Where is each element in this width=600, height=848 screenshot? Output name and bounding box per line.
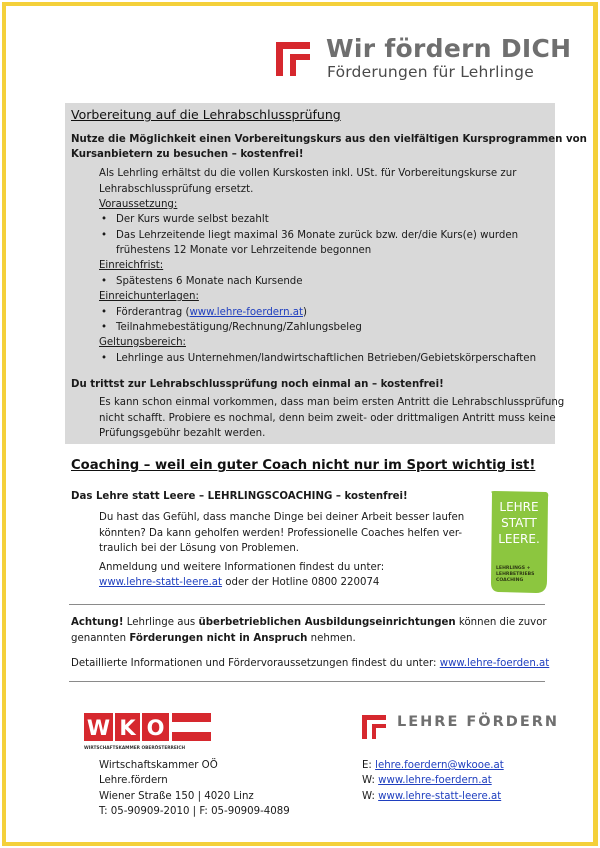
coaching-body-line3: traulich bei der Lösung von Problemen. bbox=[99, 543, 300, 554]
address-line: Wirtschaftskammer OÖ bbox=[99, 760, 218, 771]
notice-text: können die zuvor bbox=[455, 617, 547, 628]
lehre-foerdern-link[interactable]: www.lehre-foerdern.at bbox=[189, 307, 304, 318]
notice-emphasis: überbetrieblichen Ausbildungseinrichtungen bbox=[198, 617, 456, 628]
bullet-icon: • bbox=[101, 214, 108, 225]
web-link-statt-leere[interactable]: www.lehre-statt-leere.at bbox=[378, 791, 502, 802]
contact-label: W: bbox=[362, 791, 379, 802]
header-subtitle: Förderungen für Lehrlinge bbox=[327, 63, 534, 81]
second-attempt-line2: nicht schafft. Probiere es nochmal, denn beim zweit- oder drittmaligen Antritt muss keine bbox=[99, 413, 556, 424]
notice-line1 bbox=[71, 615, 547, 631]
section1-intro-line2: Kursanbietern zu besuchen – kostenfrei! bbox=[71, 149, 304, 160]
bullet-icon: • bbox=[101, 307, 108, 318]
notice-text: nehmen. bbox=[307, 633, 356, 644]
contact-email bbox=[362, 758, 504, 774]
voraussetzung-item: Der Kurs wurde selbst bezahlt bbox=[116, 214, 269, 225]
unterlagen-item1-text: Förderantrag ( bbox=[116, 307, 190, 318]
logo-line: LEHRE bbox=[499, 500, 539, 514]
geltung-label: Geltungsbereich: bbox=[99, 337, 186, 348]
hotline-text: oder der Hotline 0800 220074 bbox=[222, 577, 380, 588]
contact-label: W: bbox=[362, 775, 379, 786]
voraussetzung-item: Das Lehrzeitende liegt maximal 36 Monate zurück bzw. der/die Kurs(e) wurden bbox=[116, 230, 519, 241]
details-text: Detaillierte Informationen und Fördervoraussetzungen findest du unter: bbox=[71, 658, 440, 669]
lehre-statt-leere-logo bbox=[488, 489, 550, 595]
second-attempt-title: Du trittst zur Lehrabschlussprüfung noch einmal an – kostenfrei! bbox=[71, 379, 444, 390]
lehre-statt-leere-link[interactable]: www.lehre-statt-leere.at bbox=[99, 577, 223, 588]
divider bbox=[69, 604, 545, 605]
contact-web1 bbox=[362, 773, 492, 789]
wir-foerdern-mark-icon bbox=[276, 42, 310, 76]
notice-achtung: Achtung! bbox=[71, 617, 124, 628]
lehre-foerden-link[interactable]: www.lehre-foerden.at bbox=[439, 658, 550, 669]
coaching-title: Coaching – weil ein guter Coach nicht nur im Sport wichtig ist! bbox=[71, 458, 536, 473]
divider bbox=[69, 681, 545, 682]
coaching-info-line: Anmeldung und weitere Informationen findest du unter: bbox=[99, 562, 385, 573]
unterlagen-item-beleg: Teilnahmebestätigung/Rechnung/Zahlungsbeleg bbox=[116, 322, 362, 333]
logo-small-line: LEHRLINGS + bbox=[496, 566, 531, 571]
geltung-item: Lehrlinge aus Unternehmen/landwirtschaftlichen Betrieben/Gebietskörperschaften bbox=[116, 353, 537, 364]
unterlagen-item-antrag bbox=[116, 305, 307, 321]
voraussetzung-label: Voraussetzung: bbox=[99, 199, 178, 210]
contact-web2 bbox=[362, 789, 501, 805]
bullet-icon: • bbox=[101, 230, 108, 241]
address-line: T: 05-90909-2010 | F: 05-90909-4089 bbox=[99, 806, 290, 817]
header-title: Wir fördern DICH bbox=[326, 34, 572, 63]
logo-small-line: LEHRBETRIEBS bbox=[496, 572, 535, 577]
coaching-link-line bbox=[99, 575, 379, 591]
wko-logo bbox=[84, 713, 214, 753]
wko-letter: K bbox=[119, 716, 136, 740]
einreichfrist-item: Spätestens 6 Monate nach Kursende bbox=[116, 276, 303, 287]
address-line: Lehre.fördern bbox=[99, 775, 168, 786]
address-line: Wiener Straße 150 | 4020 Linz bbox=[99, 791, 254, 802]
bullet-icon: • bbox=[101, 322, 108, 333]
details-line bbox=[71, 656, 549, 672]
coaching-body-line1: Du hast das Gefühl, dass manche Dinge bei deiner Arbeit besser laufen bbox=[99, 512, 465, 523]
voraussetzung-item-cont: frühestens 12 Monate vor Lehrzeitende begonnen bbox=[116, 245, 372, 256]
wko-letter: W bbox=[86, 716, 111, 740]
logo-line: STATT bbox=[501, 516, 537, 530]
bullet-icon: • bbox=[101, 353, 108, 364]
unterlagen-item1-close: ) bbox=[303, 307, 307, 318]
bullet-icon: • bbox=[101, 276, 108, 287]
section1-intro-line1: Nutze die Möglichkeit einen Vorbereitungskurs aus den vielfältigen Kursprogrammen von bbox=[71, 134, 587, 145]
lehre-foerdern-wordmark: LEHRE FÖRDERN bbox=[397, 714, 560, 730]
contact-label: E: bbox=[362, 760, 376, 771]
second-attempt-line1: Es kann schon einmal vorkommen, dass man beim ersten Antritt die Lehrabschlussprüfung bbox=[99, 397, 565, 408]
wko-letter: O bbox=[146, 716, 165, 740]
notice-text: Lehrlinge aus bbox=[123, 617, 199, 628]
section1-body-line1: Als Lehrling erhältst du die vollen Kurskosten inkl. USt. für Vorbereitungskurse zur bbox=[99, 168, 517, 179]
wko-caption: WIRTSCHAFTSKAMMER OBERÖSTERREICH bbox=[84, 746, 186, 751]
coaching-body-line2: könnten? Da kann geholfen werden! Professionelle Coaches helfen ver- bbox=[99, 528, 463, 539]
notice-emphasis: Förderungen nicht in Anspruch bbox=[129, 633, 308, 644]
second-attempt-line3: Prüfungsgebühr bezahlt werden. bbox=[99, 428, 266, 439]
notice-text: genannten bbox=[71, 633, 130, 644]
email-link[interactable]: lehre.foerdern@wkooe.at bbox=[375, 760, 504, 771]
section1-title: Vorbereitung auf die Lehrabschlussprüfung bbox=[71, 107, 341, 122]
einreichfrist-label: Einreichfrist: bbox=[99, 260, 164, 271]
logo-small-line: COACHING bbox=[496, 578, 524, 583]
section1-body-line2: Lehrabschlussprüfung ersetzt. bbox=[99, 184, 254, 195]
notice-line2 bbox=[71, 631, 356, 647]
web-link-foerdern[interactable]: www.lehre-foerdern.at bbox=[378, 775, 492, 786]
lehre-foerdern-mark-icon bbox=[362, 715, 386, 739]
unterlagen-label: Einreichunterlagen: bbox=[99, 291, 199, 302]
coaching-subtitle: Das Lehre statt Leere – LEHRLINGSCOACHING – kostenfrei! bbox=[71, 491, 408, 502]
logo-line: LEERE. bbox=[498, 532, 540, 546]
